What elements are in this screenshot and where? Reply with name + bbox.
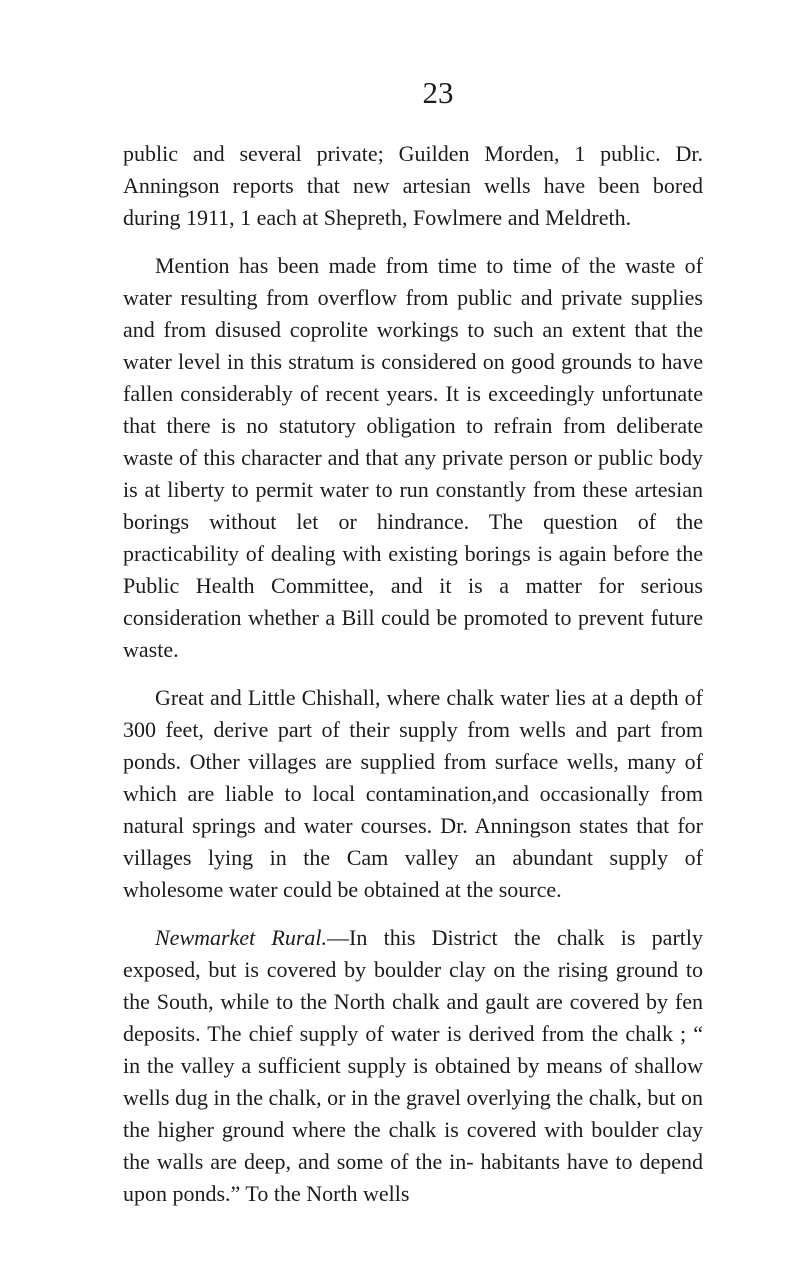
section-heading-newmarket-rural: Newmarket Rural.: [155, 925, 328, 950]
page-number: 23: [422, 75, 454, 110]
paragraph-4-body: —In this District the chalk is partly exposed, but is covered by boulder clay on the rising ground to the South, while to the North chalk and gault are covered by fen deposits. The chief supply of water is derived from the chalk ; “ in the valley a sufficient supply is obtained by means of shallow wells dug in the chalk, or in the gravel overlying the chalk, but on the higher ground where the chalk is covered with boulder clay the walls are deep, and some of the in- habitants have to depend upon ponds.” To the North wells: [123, 925, 703, 1206]
text-block: [123, 138, 703, 1226]
paragraph-2: Mention has been made from time to time of the waste of water resulting from overflow from public and private supplies and from disused coprolite workings to such an extent that the water level in this stratum is considered on good grounds to have fallen considerably of recent years. It is exceedingly unfortunate that there is no statutory obligation to refrain from deliberate waste of this character and that any private person or public body is at liberty to permit water to run constantly from these artesian borings without let or hindrance. The question of the practicability of dealing with existing borings is again before the Public Health Committee, and it is a matter for serious consideration whether a Bill could be promoted to prevent future waste.: [123, 253, 703, 662]
paragraph-1: public and several private; Guilden Morden, 1 public. Dr. Anningson reports that new artesian wells have been bored during 1911, 1 each at Shepreth, Fowlmere and Meldreth.: [123, 141, 703, 230]
paragraph-3: Great and Little Chishall, where chalk water lies at a depth of 300 feet, derive part of their supply from wells and part from ponds. Other villages are supplied from surface wells, many of which are liable to local contamination,and occasionally from natural springs and water courses. Dr. Anningson states that for villages lying in the Cam valley an abundant supply of wholesome water could be obtained at the source.: [123, 685, 703, 902]
paragraph-4: [123, 922, 703, 1210]
